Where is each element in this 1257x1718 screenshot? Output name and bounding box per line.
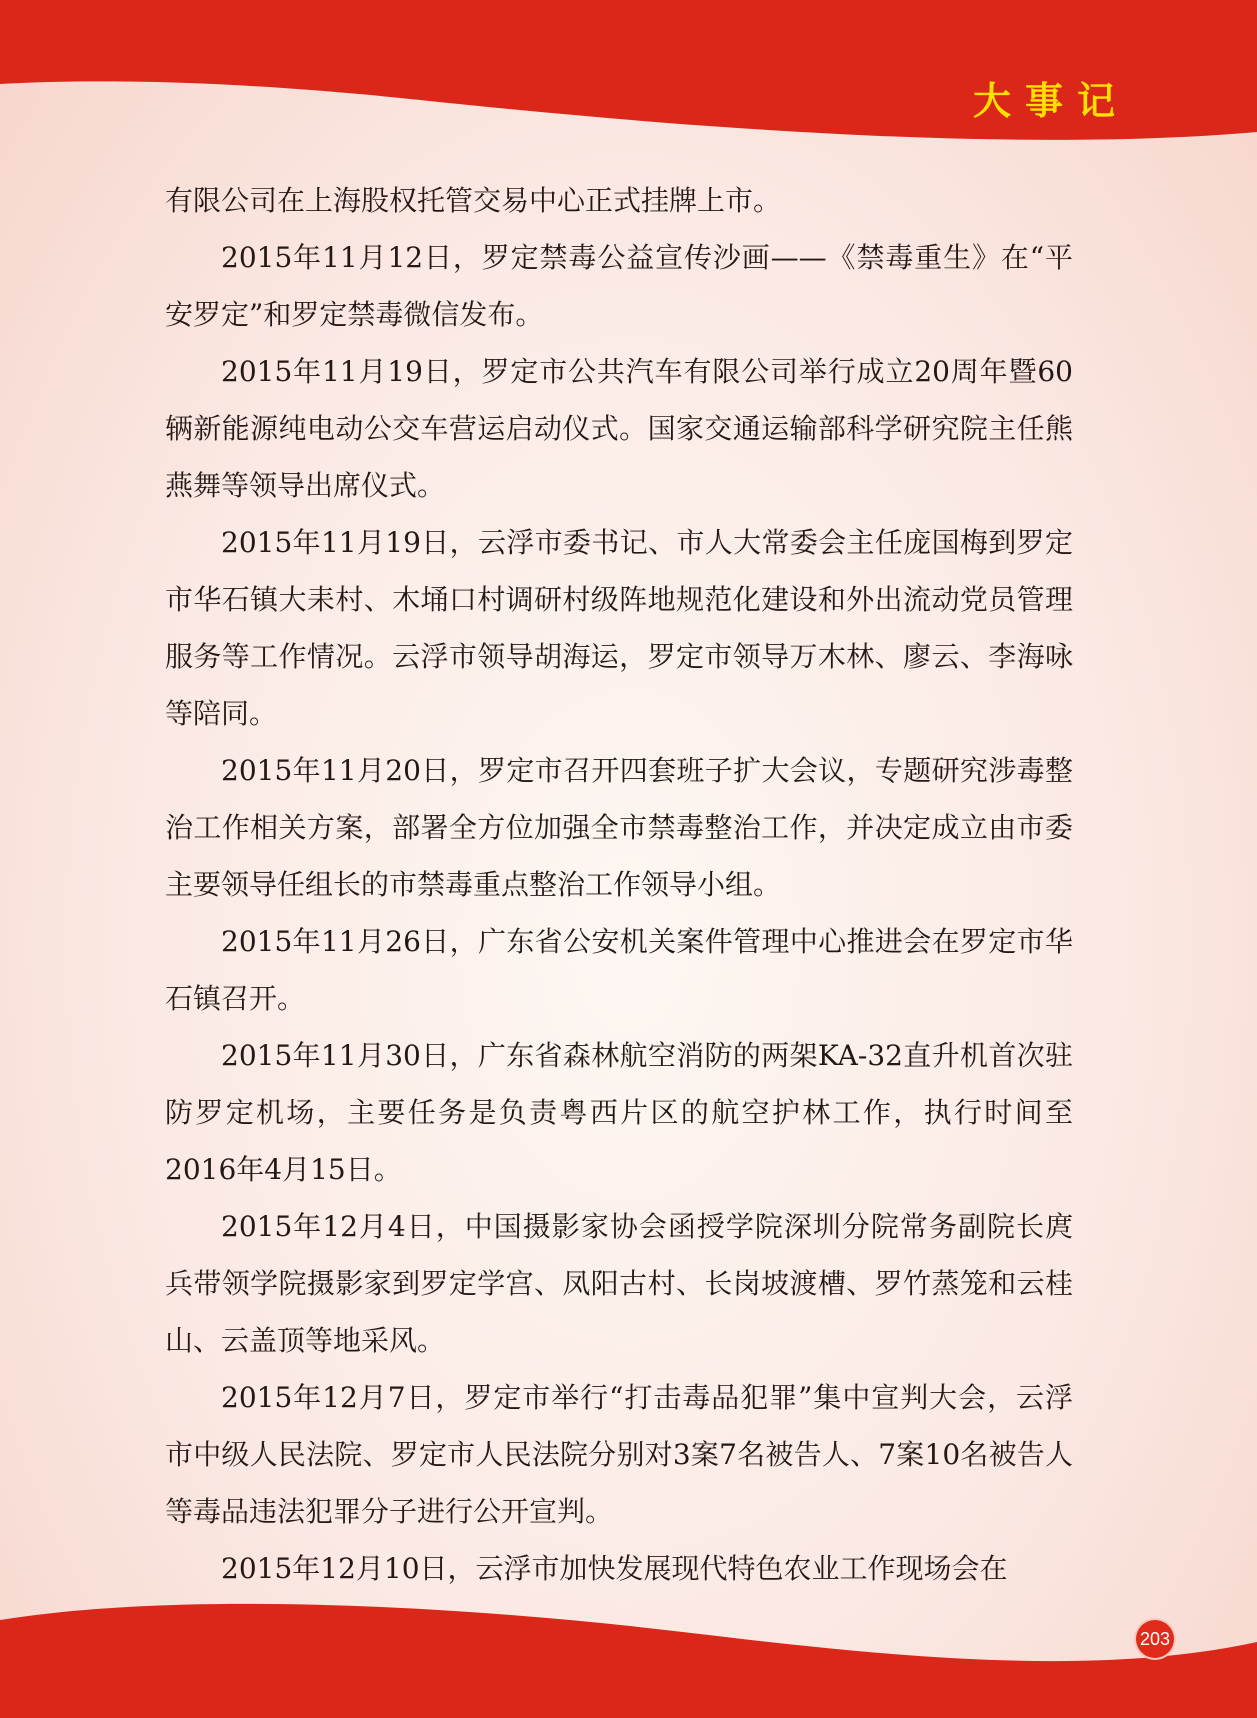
- paragraph: 2015年11月20日，罗定市召开四套班子扩大会议，专题研究涉毒整治工作相关方案，部署全方位加强全市禁毒整治工作，并决定成立由市委主要领导任组长的市禁毒重点整治工作领导小组。: [165, 754, 1073, 901]
- paragraph: 2015年12月10日，云浮市加快发展现代特色农业工作现场会在: [221, 1552, 1008, 1585]
- chronicle-text: [165, 172, 1073, 1597]
- page-number: 203: [1136, 1620, 1174, 1658]
- paragraph: 2015年11月19日，罗定市公共汽车有限公司举行成立20周年暨60辆新能源纯电动公交车营运启动仪式。国家交通运输部科学研究院主任熊燕舞等领导出席仪式。: [165, 355, 1073, 502]
- paragraph: 2015年11月12日，罗定禁毒公益宣传沙画——《禁毒重生》在“平安罗定”和罗定禁毒微信发布。: [165, 241, 1073, 331]
- paragraph: 有限公司在上海股权托管交易中心正式挂牌上市。: [165, 184, 782, 217]
- paragraph: 2015年11月30日，广东省森林航空消防的两架KA-32直升机首次驻防罗定机场，主要任务是负责粤西片区的航空护林工作，执行时间至2016年4月15日。: [165, 1039, 1073, 1186]
- section-title: 大事记: [972, 79, 1129, 123]
- paragraph: 2015年11月19日，云浮市委书记、市人大常委会主任庞国梅到罗定市华石镇大耒村、木埇口村调研村级阵地规范化建设和外出流动党员管理服务等工作情况。云浮市领导胡海运，罗定市领导万木林、廖云、李海咏等陪同。: [165, 526, 1073, 730]
- paragraph: 2015年11月26日，广东省公安机关案件管理中心推进会在罗定市华石镇召开。: [165, 925, 1073, 1015]
- paragraph: 2015年12月7日，罗定市举行“打击毒品犯罪”集中宣判大会，云浮市中级人民法院、罗定市人民法院分别对3案7名被告人、7案10名被告人等毒品违法犯罪分子进行公开宣判。: [165, 1381, 1073, 1528]
- bottom-banner-wave: [0, 1578, 1257, 1718]
- paragraph: 2015年12月4日，中国摄影家协会函授学院深圳分院常务副院长庹兵带领学院摄影家到罗定学宫、凤阳古村、长岗坡渡槽、罗竹蒸笼和云桂山、云盖顶等地采风。: [165, 1210, 1073, 1357]
